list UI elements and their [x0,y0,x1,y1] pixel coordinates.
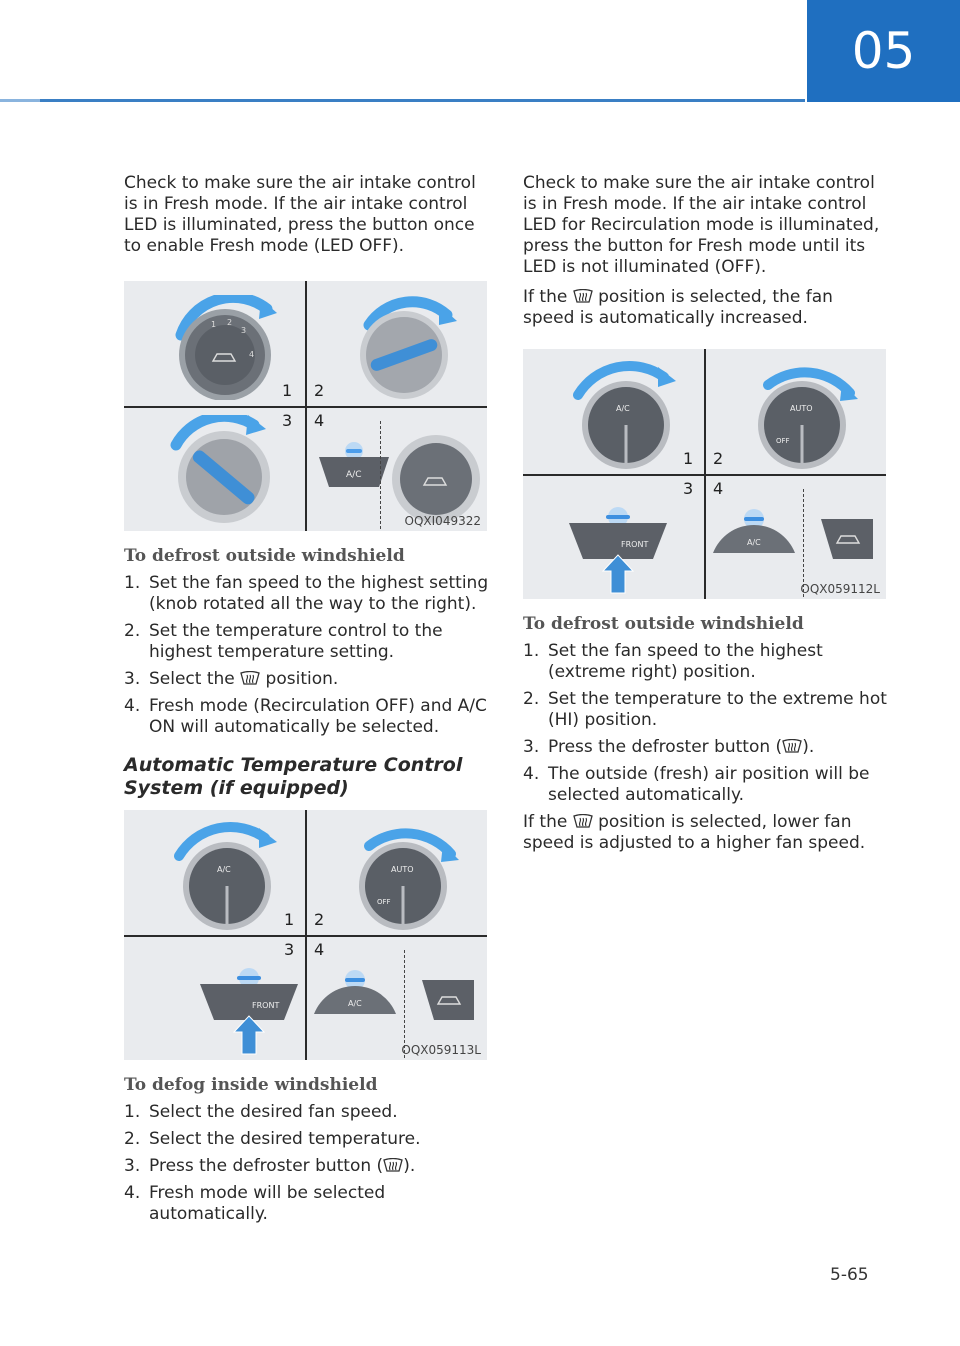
list-item: 3. Press the defroster button ( ). [124,1156,416,1176]
fig2-code: OQX059113L [401,1043,481,1057]
list-item: 4. Fresh mode will be selected automatically. [124,1183,386,1224]
recirc-button-image [817,515,877,563]
figure-atc-defog [124,810,487,1060]
figure-manual-climate [124,281,487,531]
fan-dial-small-image [390,433,482,525]
ac-arc-button-image [709,499,799,559]
atc-left-panel-image [568,359,698,469]
ac-label: A/C [346,470,362,480]
defrost-icon [782,739,802,753]
fig2-label-4: 4 [314,940,325,959]
fig1-label-1: 1 [282,381,293,400]
front-label: FRONT [621,540,649,549]
list-item: 4. The outside (fresh) air position will be selected automatically. [523,764,870,805]
ac-button-image [309,431,399,491]
left-defrost-heading: To defrost outside windshield [124,546,405,566]
atc-off-label: OFF [377,898,391,906]
fan-dial-image [169,295,299,400]
right-defrost-steps [523,641,888,806]
front-defrost-button-image [194,960,304,1060]
list-item: 1. Select the desired fan speed. [124,1102,398,1122]
fig3-label-3: 3 [683,479,694,498]
recirc-button-image [418,976,478,1024]
list-item: 3. Press the defroster button ( ). [523,737,815,757]
atc-ac-label-2: A/C [747,538,761,547]
defrost-icon [573,814,593,828]
fig2-label-2: 2 [314,910,325,929]
right-intro: Check to make sure the air intake control is in Fresh mode. If the air intake control LED for Recirculation mode is illuminated, press the button for Fresh mode until its LED is not illuminated (OFF). [523,173,880,277]
left-column [124,173,489,1231]
front-label: FRONT [252,1001,280,1010]
ac-arc-button-image [310,960,400,1020]
header-rule [0,99,805,102]
list-item: 3. Select the position. [124,669,339,689]
atc-ac-label: A/C [616,404,630,413]
right-defrost-heading: To defrost outside windshield [523,614,804,634]
fig3-label-2: 2 [713,449,724,468]
defrost-icon [573,289,593,303]
mode-dial-image [162,415,302,527]
front-defrost-button-image [563,499,673,599]
temperature-dial-image [339,293,469,401]
atc-right-panel-image [738,359,868,469]
defrost-icon [383,1158,403,1172]
left-defog-steps [124,1102,489,1225]
left-defog-heading: To defog inside windshield [124,1075,378,1095]
dial-num-3: 3 [241,326,247,335]
fig2-label-3: 3 [284,940,295,959]
dial-num-1: 1 [211,320,217,329]
list-item: 2. Set the temperature control to the highest temperature setting. [124,621,443,662]
list-item: 2. Set the temperature to the extreme hot (HI) position. [523,689,887,730]
fig2-label-1: 1 [284,910,295,929]
right-note-1: If the position is selected, the fan speed is automatically increased. [523,287,833,328]
atc-auto-label: AUTO [391,865,414,874]
fig1-label-2: 2 [314,381,325,400]
section-heading-atc: Automatic Temperature Control System (if equipped) [124,754,463,799]
list-item: 4. Fresh mode (Recirculation OFF) and A/C ON will automatically be selected. [124,696,487,737]
fig3-code: OQX059112L [800,582,880,596]
left-intro: Check to make sure the air intake control is in Fresh mode. If the air intake control LED is illuminated, press the button once to enable Fresh mode (LED OFF). [124,173,476,256]
list-item: 1. Set the fan speed to the highest (extreme right) position. [523,641,823,682]
dial-num-2: 2 [227,318,233,327]
fig1-code: OQXI049322 [404,514,481,528]
atc-left-panel-image [169,820,299,930]
right-column [523,173,888,863]
fig1-label-4: 4 [314,411,325,430]
list-item: 1. Set the fan speed to the highest setting (knob rotated all the way to the right). [124,573,489,614]
atc-ac-label-2: A/C [348,999,362,1008]
chapter-tab [807,0,960,102]
atc-off-label: OFF [776,437,790,445]
page-number: 5-65 [830,1265,869,1285]
atc-ac-label: A/C [217,865,231,874]
list-item: 2. Select the desired temperature. [124,1129,421,1149]
atc-right-panel-image [339,820,469,930]
left-defrost-steps [124,573,489,738]
defrost-icon [240,671,260,685]
atc-auto-label: AUTO [790,404,813,413]
fig3-label-1: 1 [683,449,694,468]
fig3-label-4: 4 [713,479,724,498]
chapter-number: 05 [851,22,916,80]
fig1-label-3: 3 [282,411,293,430]
figure-atc-defrost [523,349,886,599]
right-note-2: If the position is selected, lower fan speed is adjusted to a higher fan speed. [523,812,866,853]
dial-num-4: 4 [249,350,255,359]
